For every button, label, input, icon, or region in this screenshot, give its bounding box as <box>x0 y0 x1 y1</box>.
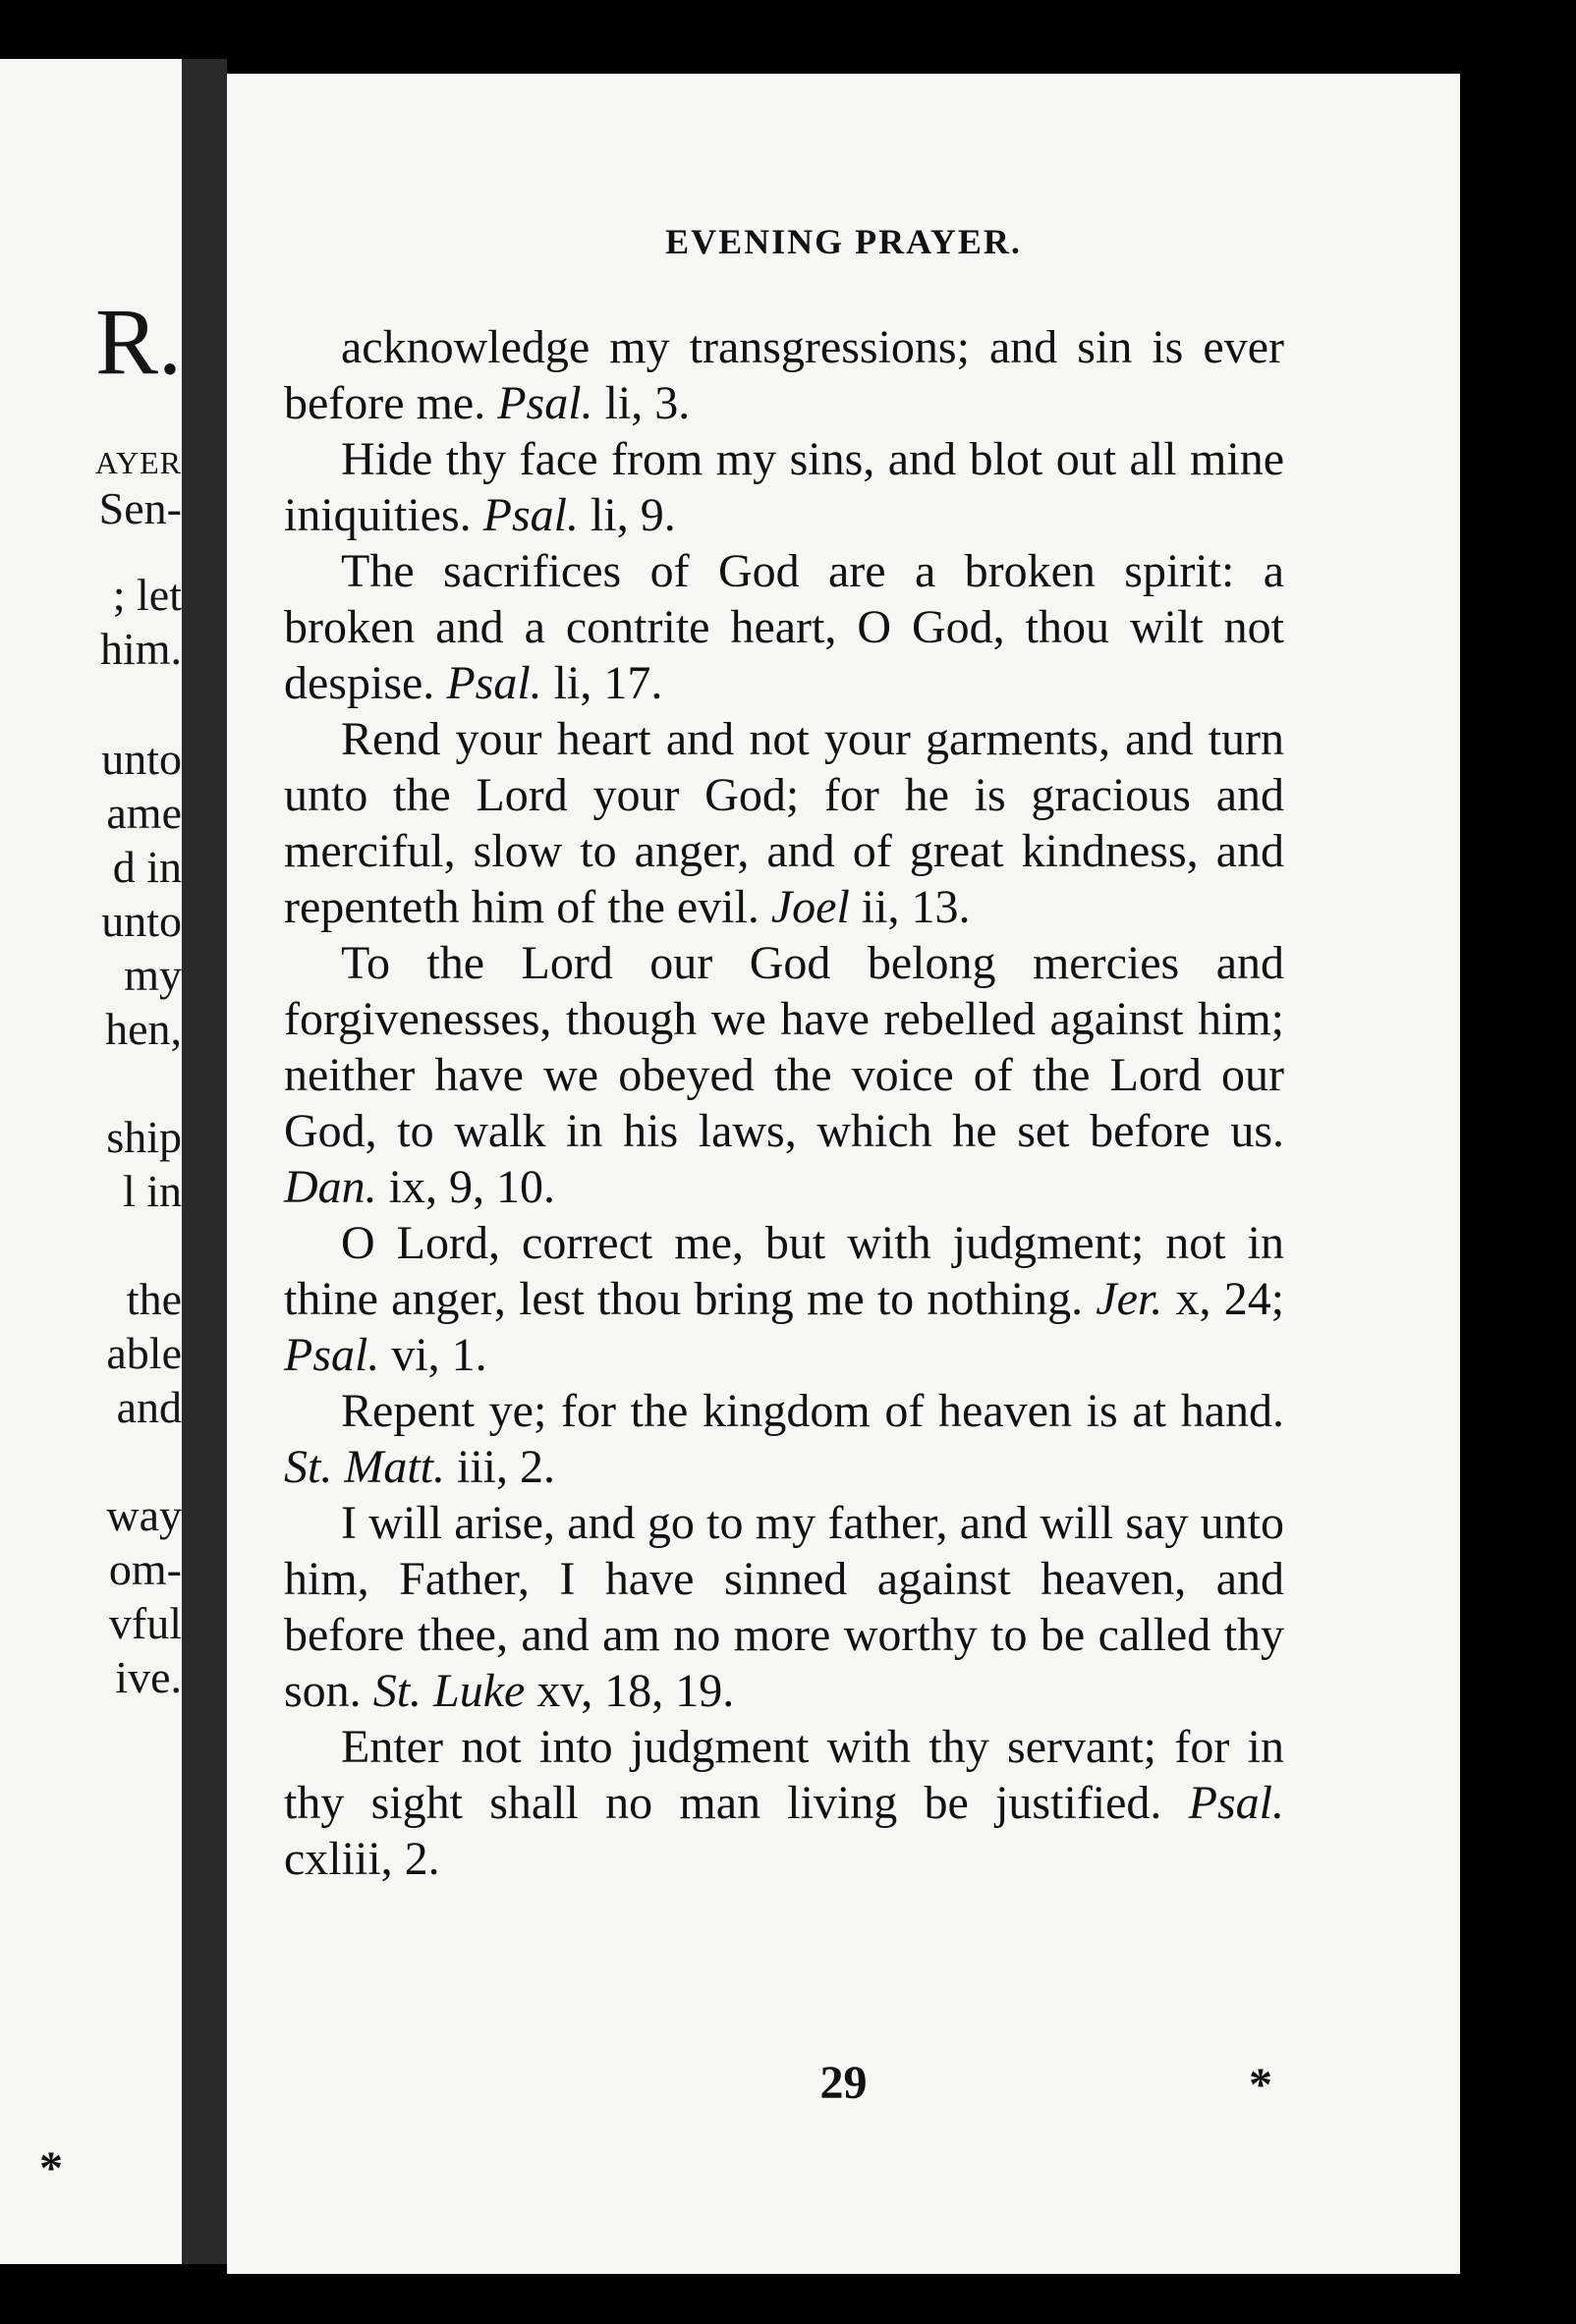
verse-paragraph <box>284 1719 1284 1887</box>
left-fragment: the <box>126 1274 182 1324</box>
left-fragment: hen, <box>105 1004 182 1054</box>
verse-paragraph <box>284 1215 1284 1383</box>
right-page <box>227 74 1460 2274</box>
scripture-reference-name: Psal. <box>482 489 580 541</box>
left-fragment: way <box>106 1490 182 1540</box>
verse-text: The sacrifices of God are a broken spirit: a broken and a contrite heart, O God, thou wilt not despise. <box>284 545 1284 709</box>
verse-text: Enter not into judgment with thy servant; for in thy sight shall no man living be justified. <box>284 1721 1284 1829</box>
page-number: 29 <box>819 2057 868 2109</box>
verse-text: Repent ye; for the kingdom of heaven is at hand. <box>341 1385 1284 1437</box>
left-fragment: vful <box>108 1598 182 1648</box>
left-fragment: him. <box>99 624 182 674</box>
scripture-reference-number: li, 3. <box>604 377 691 429</box>
left-fragment: able <box>106 1328 182 1378</box>
scripture-reference-name: Jer. <box>1096 1273 1163 1325</box>
verse-text: O Lord, correct me, but with judgment; not in thine anger, lest thou bring me to nothing. <box>284 1217 1284 1325</box>
scripture-reference-number: x, 24; <box>1175 1273 1285 1325</box>
book-gutter <box>182 59 227 2264</box>
left-page-fragment <box>0 59 182 2264</box>
right-star-mark: * <box>1249 2059 1272 2111</box>
scripture-reference-name: St. Matt. <box>284 1441 445 1493</box>
verse-text: acknowledge my transgressions; and sin is ever before me. <box>284 321 1284 429</box>
scripture-reference-number: ix, 9, 10. <box>388 1161 556 1213</box>
scripture-reference-name: St. Luke <box>372 1665 526 1717</box>
left-fragment: l in <box>122 1166 182 1216</box>
left-fragment: ive. <box>115 1652 182 1702</box>
left-star-mark: * <box>39 2142 63 2194</box>
left-fragment: ship <box>106 1112 182 1162</box>
verse-paragraph <box>284 431 1284 543</box>
scripture-reference-number: cxliii, 2. <box>284 1833 440 1885</box>
verse-text: Hide thy face from my sins, and blot out all mine iniquities. <box>284 433 1284 541</box>
left-fragment: Sen- <box>98 483 182 533</box>
scripture-reference-number: vi, 1. <box>391 1329 487 1381</box>
verse-paragraph <box>284 935 1284 1215</box>
scripture-reference-name: Psal. <box>1188 1777 1285 1829</box>
left-fragment: unto <box>101 896 182 946</box>
verse-paragraph <box>284 543 1284 711</box>
scripture-reference-name: Psal. <box>446 657 542 709</box>
verse-text: I will arise, and go to my father, and will say unto him, Father, I have sinned against heaven, and before thee, and am no more worthy to be called thy son. <box>284 1497 1284 1717</box>
left-fragment: om- <box>108 1544 182 1594</box>
left-fragment: and <box>116 1382 182 1432</box>
left-fragment: AYER <box>94 445 182 480</box>
left-fragment: unto <box>101 734 182 784</box>
scripture-reference-number: xv, 18, 19. <box>536 1665 735 1717</box>
running-header: EVENING PRAYER. <box>665 222 1022 261</box>
scripture-reference-number: iii, 2. <box>457 1441 556 1493</box>
verse-text: Rend your heart and not your garments, and turn unto the Lord your God; for he is gracious and merciful, slow to anger, and of great kindness, and repenteth him of the evil. <box>284 713 1284 933</box>
verse-paragraph <box>284 1383 1284 1495</box>
left-fragment: my <box>124 950 182 1000</box>
left-fragment: ; let <box>112 570 182 620</box>
verse-paragraph <box>284 1495 1284 1719</box>
scripture-reference-name: Joel <box>770 881 850 933</box>
scripture-reference-number: ii, 13. <box>861 881 971 933</box>
verse-paragraph <box>284 319 1284 431</box>
scripture-reference-name: Dan. <box>284 1161 377 1213</box>
verse-text: To the Lord our God belong mercies and forgivenesses, though we have rebelled against him; neither have we obeyed the voice of the Lord our God, to walk in his laws, which he set before us. <box>284 937 1284 1157</box>
left-fragment: d in <box>112 842 182 892</box>
page-body <box>284 319 1284 1887</box>
scripture-reference-number: li, 9. <box>591 489 676 541</box>
scripture-reference-number: li, 17. <box>553 657 663 709</box>
scripture-reference-name: Psal. <box>284 1329 380 1381</box>
left-fragment: R. <box>94 289 182 394</box>
scripture-reference-name: Psal. <box>497 377 593 429</box>
verse-paragraph <box>284 711 1284 935</box>
left-fragment: ame <box>106 788 182 838</box>
